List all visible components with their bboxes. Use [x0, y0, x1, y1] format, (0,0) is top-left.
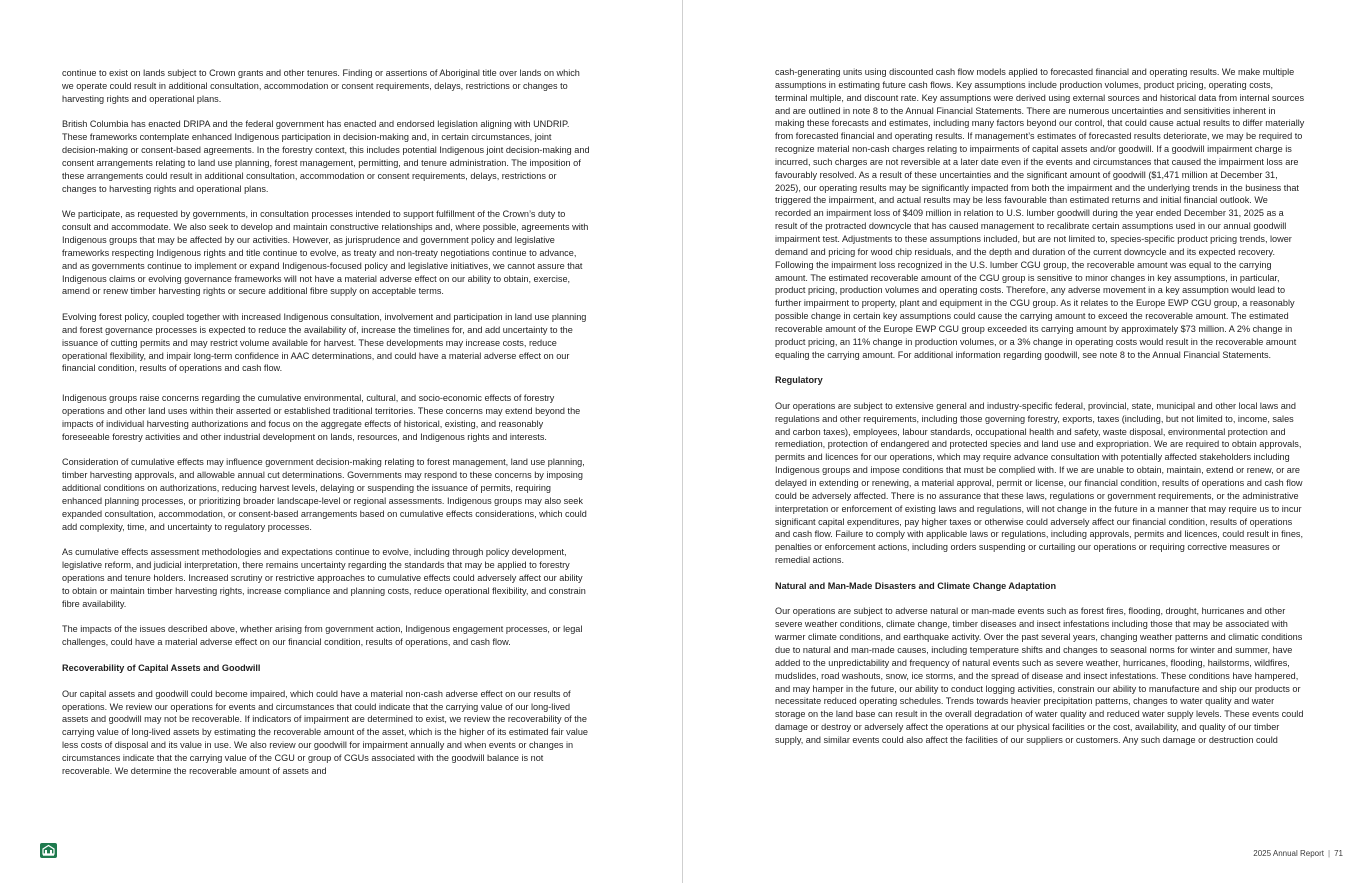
paragraph: As cumulative effects assessment methodologies and expectations continue to evolve, including through policy development, legislative reform, and judicial interpretation, there remains uncertainty regarding the standards that may be applied to forestry operations and tenure holders. Increased scrutiny or restrictive approaches to cumulative effects could adversely affect our ability to obtain or maintain timber harvesting rights, increase compliance and planning costs, reduce operational flexibility, and constrain fibre availability.	[62, 547, 586, 609]
paragraph: We participate, as requested by governments, in consultation processes intended to support fulfillment of the Crown’s duty to consult and accommodate. We also seek to develop and maintain constructive relationships and, where possible, agreements with Indigenous groups that may be affected by our activities. However, as jurisprudence and government policy and legislative frameworks respecting Indigenous rights and title continue to evolve, as treaty and non-treaty negotiations continue to advance, and as governments continue to implement or expand Indigenous-focused policy and legislative initiatives, we cannot assure that Indigenous claims or evolving governance frameworks will not have a material adverse effect on our ability to obtain, exercise, amend or renew timber harvesting rights or secure additional fibre supply on acceptable terms.	[62, 209, 589, 297]
section-heading: Natural and Man-Made Disasters and Climate Change Adaptation	[775, 580, 1057, 591]
section-heading: Regulatory	[775, 375, 823, 386]
paragraph: cash-generating units using discounted cash flow models applied to forecasted financial and operating results. We make multiple assumptions in estimating future cash flows. Key assumptions include production volumes, product pricing, operating costs, terminal multiple, and discount rate. Key assumptions were derived using external sources and historical data from internal sources and are outlined in note 8 to the Annual Financial Statements. There are numerous uncertainties and sensitivities inherent in making these forecasts and estimates, including many factors beyond our control, that could cause actual results to differ materially from forecasted financial and operating results. If management’s estimates of forecasted results deteriorate, we may be required to recognize material non-cash charges relating to impairments of capital assets and/or goodwill. If a goodwill impairment charge is incurred, such charges are not reversible at a later date even if the events and circumstances that caused the impairment loss are favourably resolved. As a result of these uncertainties and the significant amount of goodwill ($1,471 million at December 31, 2025), our operating results may be significantly impacted from both the impairment and the underlying trends in the business that triggered the impairment, and actual results may be less favourable than estimated returns and initial financial outlook. We recorded an impairment loss of $409 million in relation to U.S. lumber goodwill during the year ended December 31, 2025 as a result of the protracted downcycle that has caused management to recalibrate certain assumptions used in our annual goodwill impairment test. Adjustments to these assumptions included, but are not limited to, species-specific product pricing trends, lower demand and pricing for wood chip residuals, and the depth and duration of the current downcycle and its expected recovery. Following the impairment loss recognized in the U.S. lumber CGU group, the recoverable amount was equal to the carrying amount. The estimated recoverable amount of the CGU group is sensitive to minor changes in key assumptions, in particular, product pricing, production volumes and operating costs. Therefore, any adverse movement in a key assumption would lead to further impairment to property, plant and equipment in the CGU group. As it relates to the Europe EWP CGU group, a reasonably possible change in certain key assumptions could cause the carrying amount to exceed the recoverable amount. The estimated recoverable amount of the Europe EWP CGU group exceeded its carrying amount by approximately $73 million. A 2% change in product pricing, an 11% change in production volumes, or a 3% change in operating costs would result in the recoverable amount equaling the carrying amount. For additional information regarding goodwill, see note 8 to the Annual Financial Statements.	[775, 67, 1305, 360]
footer-separator: |	[1328, 849, 1331, 858]
paragraph: Our operations are subject to extensive general and industry-specific federal, provincial, state, municipal and other local laws and regulations and other requirements, including those governing forestry, exports, taxes (including, but not limited to, income, sales and carbon taxes), employees, labour standards, occupational health and safety, waste disposal, environmental protection and remediation, protection of endangered and protected species and land use and expropriation. We are required to obtain approvals, permits and licences for our operations, which may require advance consultation with potentially affected stakeholders including Indigenous groups and impose conditions that must be complied with. If we are unable to obtain, maintain, extend or renew, or are delayed in extending or renewing, a material approval, permit or license, our financial condition, results of operations and cash flow could be adversely affected. There is no assurance that these laws, regulations or government requirements, or the administrative interpretation or enforcement of existing laws and regulations, will not change in the future in a manner that may require us to incur significant capital expenditures, pay higher taxes or otherwise could adversely affect our financial condition, results of operations and cash flow. Failure to comply with applicable laws or regulations, including approvals, permits and licences, could result in fines, penalties or enforcement actions, including orders suspending or curtailing our operations or requiring corrective measures or remedial actions.	[775, 400, 1303, 566]
company-logo-icon	[40, 843, 57, 858]
left-column	[62, 67, 590, 778]
page-number: 71	[1334, 849, 1343, 858]
paragraph: Indigenous groups raise concerns regarding the cumulative environmental, cultural, and socio-economic effects of forestry operations and other land uses within their asserted or established traditional territories. These concerns may extend beyond the impacts of individual harvesting authorizations and focus on the aggregate effects of historical, existing, and reasonably foreseeable forestry activities and other industrial development on lands, resources, and Indigenous rights and interests.	[62, 393, 581, 442]
right-page	[683, 0, 1365, 883]
page-footer	[1253, 849, 1343, 858]
paragraph: Evolving forest policy, coupled together with increased Indigenous consultation, involvement and participation in land use planning and forest governance processes is expected to reduce the availability of, increase the timelines for, and add uncertainty to the issuance of cutting permits and may restrict volume available for harvest. These developments may increase costs, reduce operational flexibility, and impair long-term confidence in AAC determinations, and could have a material adverse effect on our financial condition, results of operations and cash flow.	[62, 312, 587, 374]
paragraph: Consideration of cumulative effects may influence government decision-making relating to forest management, land use planning, timber harvesting approvals, and allowable annual cut determinations. Governments may respond to these concerns by imposing additional conditions on authorizations, reducing harvest levels, delaying or suspending the issuance of permits, requiring enhanced planning processes, or prioritizing broader landscape-level or regional assessments. Indigenous groups may also seek expanded consultation, accommodation, or consent-based arrangements based on cumulative effects considerations, which could add complexity, time, and uncertainty to regulatory processes.	[62, 457, 587, 532]
paragraph: British Columbia has enacted DRIPA and the federal government has enacted and endorsed legislation aligning with UNDRIP. These frameworks contemplate enhanced Indigenous participation in decision-making and, in certain circumstances, joint decision-making or consent-based agreements. In the forestry context, this includes potential Indigenous joint decision-making and consent arrangements relating to land use planning, forest management, permitting, and tenure administration. The imposition of these arrangements could result in additional consultation, accommodation or consent requirements, delays, restrictions or changes to harvesting rights and operational plans.	[62, 119, 590, 194]
paragraph: The impacts of the issues described above, whether arising from government action, Indigenous engagement processes, or legal challenges, could have a material adverse effect on our financial condition, results of operations, and cash flow.	[62, 624, 583, 648]
section-heading: Recoverability of Capital Assets and Goodwill	[62, 662, 261, 673]
paragraph: continue to exist on lands subject to Crown grants and other tenures. Finding or assertions of Aboriginal title over lands on which we operate could result in additional consultation, accommodation or consent requirements, delays, restrictions or changes to harvesting rights and operational plans.	[62, 68, 580, 104]
right-column	[775, 66, 1305, 747]
paragraph: Our operations are subject to adverse natural or man-made events such as forest fires, flooding, drought, hurricanes and other severe weather conditions, climate change, timber diseases and insect infestations including those that may be associated with warmer climate conditions, and earthquake activity. Over the past several years, changing weather patterns and climatic conditions due to natural and man-made causes, including temperature shifts and changes to seasonal norms for winter and summer, have added to the unpredictability and frequency of natural events such as severe weather, hurricanes, flooding, hailstorms, wildfires, mudslides, road washouts, snow, ice storms, and the spread of disease and insect infestations. These conditions have hampered, and may hamper in the future, our ability to conduct logging activities, constrain our ability to manufacture and ship our products or necessitate reduced operating schedules. Trends towards heavier precipitation patterns, changes to water quality and water storage on the land base can result in the overall degradation of water quality and reduced water supply levels. These events could damage or destroy or adversely affect the operations at our physical facilities or the cost, availability, and quality of our timber supply, and similar events could also affect the facilities of our suppliers or customers. Any such damage or destruction could	[775, 606, 1304, 745]
left-page	[0, 0, 682, 883]
paragraph: Our capital assets and goodwill could become impaired, which could have a material non-cash adverse effect on our results of operations. We review our operations for events and circumstances that could indicate that the carrying value of our long-lived assets and goodwill may not be recoverable. If indicators of impairment are determined to exist, we review the recoverability of the carrying value of long-lived assets by estimating the recoverable amount of the asset, which is the higher of its estimated fair value less costs of disposal and its value in use. We also review our goodwill for impairment annually and when events or changes in circumstances indicate that the carrying value of the CGU or group of CGUs associated with the goodwill balance is not recoverable. We determine the recoverable amount of assets and	[62, 688, 588, 776]
report-name: 2025 Annual Report	[1253, 849, 1325, 858]
